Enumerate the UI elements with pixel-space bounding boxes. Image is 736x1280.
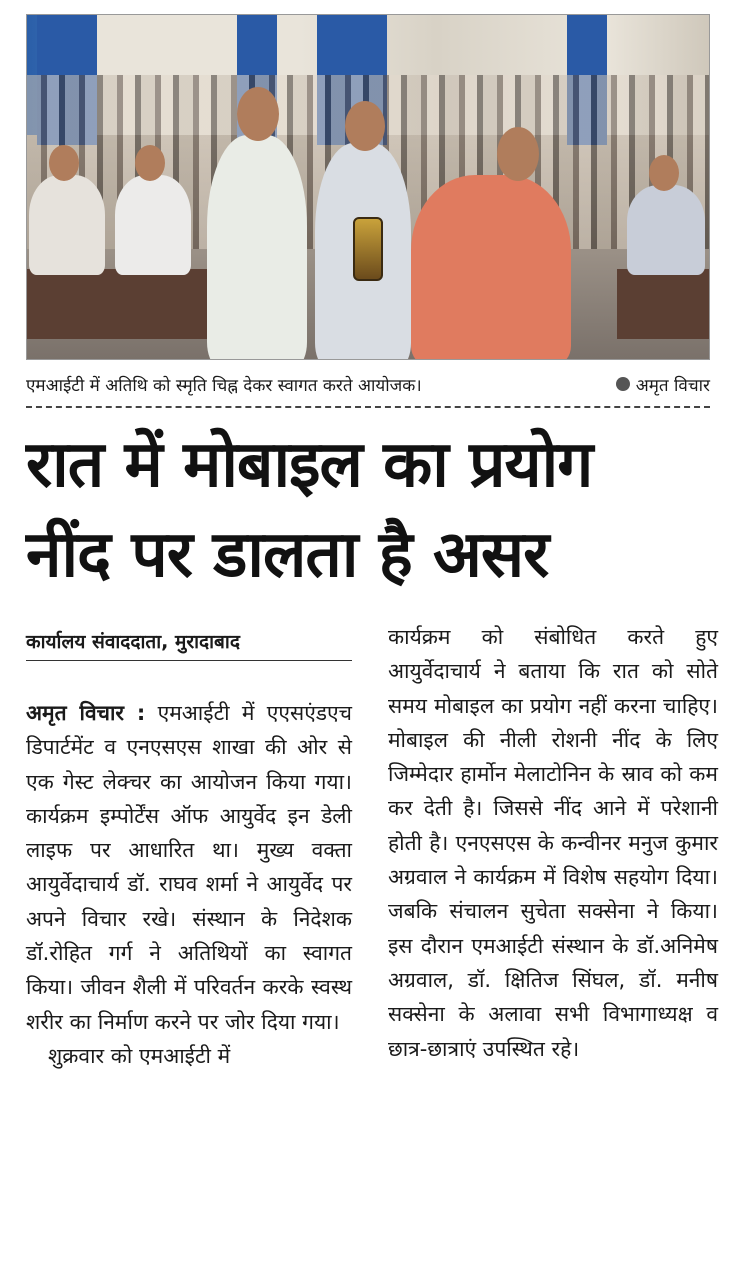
- headline-line-1: रात में मोबाइल का प्रयोग: [26, 428, 593, 502]
- photo-credit-text: अमृत विचार: [635, 375, 710, 396]
- byline-rule: [26, 660, 352, 661]
- dashed-divider: [26, 406, 710, 408]
- headline: [26, 420, 716, 600]
- article-column-left: [26, 696, 352, 1073]
- photo-credit: [616, 373, 710, 396]
- byline: कार्यालय संवाददाता, मुरादाबाद: [26, 631, 240, 653]
- article-body-right: कार्यक्रम को संबोधित करते हुए आयुर्वेदाचार्य ने बताया कि रात को सोते समय मोबाइल का प्रयोग नहीं करना चाहिए। मोबाइल की नीली रोशनी नींद के लिए जिम्मेदार हार्मोन मेलाटोनिन के स्राव को कम कर देती है। जिससे नींद आने में परेशानी होती है। एनएसएस के कन्वीनर मनुज कुमार अग्रवाल ने कार्यक्रम में विशेष सहयोग दिया। जबकि संचालन सुचेता सक्सेना ने किया। इस दौरान एमआईटी संस्थान के डॉ.अनिमेष अग्रवाल, डॉ. क्षितिज सिंघल, डॉ. मनीष सक्सेना के अलावा सभी विभागाध्यक्ष व छात्र-छात्राएं उपस्थित रहे।: [388, 625, 718, 1061]
- photo-caption: एमआईटी में अतिथि को स्मृति चिह्न देकर स्वागत करते आयोजक।: [26, 375, 422, 396]
- article-paragraph-2: शुक्रवार को एमआईटी में: [48, 1043, 231, 1068]
- trophy: [353, 217, 383, 281]
- news-photo: [26, 14, 710, 360]
- headline-line-2: नींद पर डालता है असर: [26, 518, 549, 592]
- photo-caption-row: [26, 366, 710, 402]
- article-paragraph-1: [26, 696, 352, 1039]
- bullet-dot-icon: [616, 377, 630, 391]
- article-body-left: एमआईटी में एएसएंडएच डिपार्टमेंट व एनएसएस शाखा की ओर से एक गेस्ट लेक्चर का आयोजन किया गया। कार्यक्रम इम्पोर्टेंस ऑफ आयुर्वेद इन डेली लाइफ पर आधारित था। मुख्य वक्ता आयुर्वेदाचार्य डॉ. राघव शर्मा ने आयुर्वेद पर अपने विचार रखे। संस्थान के निदेशक डॉ.रोहित गर्ग ने अतिथियों का स्वागत किया। जीवन शैली में परिवर्तन करके स्वस्थ शरीर का निर्माण करने पर जोर दिया गया।: [26, 701, 352, 1034]
- article-lead: अमृत विचार :: [26, 701, 146, 725]
- article-column-right: [388, 620, 718, 1066]
